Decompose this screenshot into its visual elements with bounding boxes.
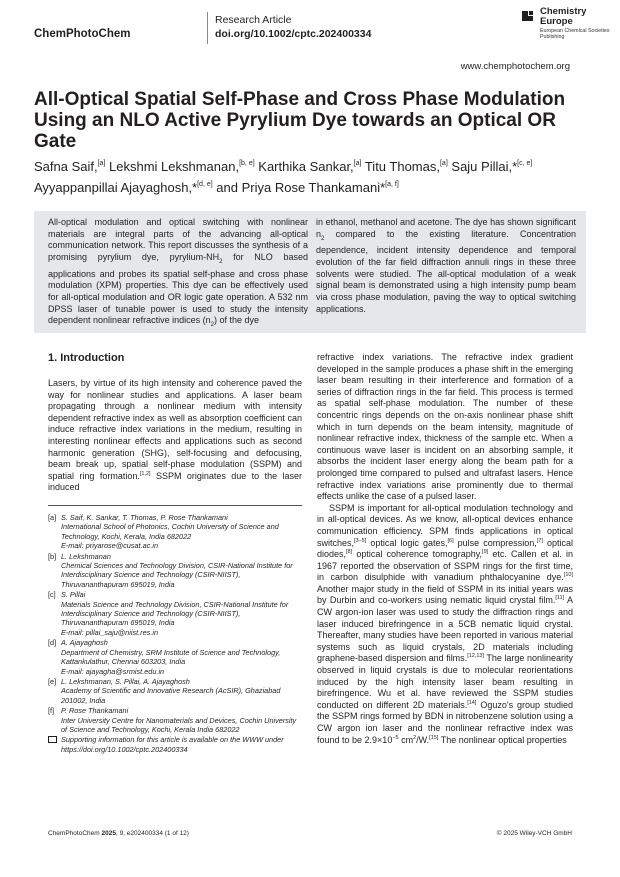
affiliation-line: S. Saif, K. Sankar, T. Thomas, P. Rose Thankamani	[61, 513, 228, 522]
citation-ref[interactable]: [15]	[429, 734, 439, 741]
page-header	[0, 0, 620, 50]
author-name: Karthika Sankar,	[254, 159, 354, 174]
exponent: 2	[413, 734, 417, 741]
citation-ref[interactable]: [7]	[536, 537, 543, 544]
author-name: Titu Thomas,	[361, 159, 440, 174]
affiliation-mark: [e]	[48, 676, 57, 686]
paragraph-text: etc. Callen et al. in 1967 reported the observation of SSPM rings for the first time, in carbon disulphide with vanadium phthalocyanine dye.	[317, 549, 574, 583]
footer-year: 2025	[101, 830, 116, 837]
author-affiliation: [d, e]	[197, 181, 213, 188]
paragraph-text: The nonlinear optical properties	[438, 734, 567, 745]
abstract-text: ) of the dye	[213, 315, 259, 326]
paragraph-text: optical logic gates,	[366, 537, 448, 548]
paragraph	[317, 503, 573, 746]
paragraph-text: optical coherence tomography,	[352, 549, 483, 560]
author-affiliation: [b, e]	[239, 160, 255, 167]
paragraph-text: SSPM originates due to the laser induced	[48, 470, 302, 493]
author-name: and Priya Rose Thankamani*	[212, 180, 386, 195]
author-affiliation: [a]	[97, 160, 106, 167]
citation-ref[interactable]: [14]	[467, 699, 477, 706]
affiliation-mark: [b]	[48, 551, 57, 561]
section-heading-introduction: 1. Introduction	[48, 352, 125, 364]
abstract-subscript: 2	[219, 258, 223, 265]
journal-name: ChemPhotoChem	[34, 28, 131, 40]
citation-ref[interactable]: [9]	[482, 549, 489, 556]
abstract-subscript: 2	[321, 235, 325, 242]
paragraph-text: cm	[398, 734, 414, 745]
publisher-subtitle: European Chemical Societies Publishing	[540, 28, 610, 40]
footer-journal: ChemPhotoChem	[48, 830, 102, 837]
supporting-information-note[interactable]	[48, 735, 304, 754]
author-affiliation: [a, f]	[385, 181, 399, 188]
paragraph: refractive index variations. The refractive index gradient developed in the sample produces a phase shift in the emerging laser beam resulting in their interference and formation of a series of diffraction rings in the far field. This process is termed as spatial self-phase modulation. The number of these concentric rings depends on the on-axis nonlinear phase shift which in turn depends on the beam intensity, magnitude of nonlinear refractive index, thickness of the sample etc. When a continuous wave laser is incident on an absorbing sample, it absorbs the incident laser energy along the beam path for a prolonged time compared to pulsed and ultrafast lasers. Hence refractive index variations arise prominently due to thermal effects unlike the case of a pulsed laser.	[317, 352, 573, 502]
author-affiliation: [c, e]	[517, 160, 533, 167]
footer-citation	[48, 830, 189, 837]
affiliation-email[interactable]: E-mail: pillai_saju@niist.res.in	[61, 627, 159, 637]
abstract-text: in ethanol, methanol and acetone. The dye has shown significant n	[316, 217, 576, 239]
citation-ref[interactable]: [1,2]	[139, 470, 151, 477]
paragraph-text: /W.	[416, 734, 430, 745]
paragraph-text: Oguzo's group studied the SSPM rings formed by BDN in nitrobenzene solution using a CW argon ion laser and the nonlinear refractive index was found to be 2.9×10	[317, 699, 573, 745]
abstract-text: All-optical modulation and optical switching with nonlinear materials are integral parts of the advancing all-optical communication network. This report discusses the synthesis of a promising pyrylium dye, pyrylium-NH	[48, 217, 308, 263]
affiliation	[48, 513, 304, 551]
author-name: Lekshmi Lekshmanan,	[105, 159, 240, 174]
citation-ref[interactable]: [8]	[346, 549, 353, 556]
affiliation	[48, 638, 304, 676]
footer-page: , 9, e202400334 (1 of 12)	[115, 830, 189, 837]
affiliation-line: L. Lekshmanan, S. Pillai, A. Ajayaghosh	[61, 676, 190, 686]
paragraph-text: The large nonlinearity observed in liquid crystals is due to molecular reorientations induced by the high intensity laser beam resulting in birefringence. Wu et al. have reviewed the SSPM studies conducted on different 2D materials.	[317, 653, 573, 710]
author-name: Safna Saif,	[34, 159, 98, 174]
affiliation-email[interactable]: E-mail: ajayagha@srmist.edu.in	[61, 666, 165, 676]
citation-ref[interactable]: [12,13]	[467, 653, 485, 660]
article-title: All-Optical Spatial Self-Phase and Cross Phase Modulation Using an NLO Active Pyrylium Dye towards an Optical OR Gate	[34, 89, 566, 152]
abstract-box	[34, 211, 586, 333]
affiliation-list	[48, 513, 304, 754]
author-affiliation: [a]	[439, 160, 448, 167]
paragraph-text: Another major study in the field of SSPM in its initial years was by Durbin and co-workers using nematic liquid crystal film.	[317, 583, 573, 606]
affiliation-email[interactable]: E-mail: priyarose@cusat.ac.in	[61, 541, 159, 551]
affiliation-line: Chemical Sciences and Technology Division, CSIR-National Institute for Interdisciplinary Science and Technology (CSIR-NIIST), Thiruvananthapuram 695019, India	[61, 561, 293, 589]
author-name: Saju Pillai,*	[447, 159, 518, 174]
affiliation	[48, 552, 304, 590]
citation-ref[interactable]: [11]	[555, 595, 565, 602]
footer-copyright: © 2025 Wiley-VCH GmbH	[496, 830, 572, 837]
author-name: Ayyappanpillai Ajayaghosh,*	[34, 180, 198, 195]
affiliation-mark: [a]	[48, 513, 57, 522]
body-left-column	[48, 378, 302, 494]
paragraph-text: A CW argon-ion laser was used to study the diffraction rings and laser induced birefringence in a 5CB nematic liquid crystal. Thereafter, many studies have been reported in various material systems such as liquid crystals, 2D materials including graphene-based dispersion and films.	[317, 595, 573, 664]
abstract-subscript: 2	[210, 322, 214, 329]
publisher-name: Chemistry Europe	[540, 6, 587, 27]
supporting-information-text: Supporting information for this article is available on the WWW under https://doi.org/10.1002/cptc.202400334	[61, 735, 284, 754]
affiliation-mark: [c]	[48, 590, 56, 600]
affiliation-line: Inter University Centre for Nanomaterials and Devices, Cochin University of Science and Technology, Kochi, Kerala India 682022	[61, 715, 297, 734]
chemistry-europe-logo-icon	[520, 8, 536, 24]
document-icon	[48, 736, 57, 743]
affiliation-line: S. Pillai	[61, 590, 86, 600]
abstract-text: compared to the existing literature. Concentration dependence, incident intensity dependence and temporal evolution of the far field diffraction annuli rings in these three solvents were studied. The all-optical modulation of a weak signal beam is demonstrated using a high intensity pump beam via cross phase modulation, paving the way to optical switching applications.	[316, 228, 576, 314]
affiliation	[48, 590, 304, 637]
affiliation-mark: [f]	[48, 706, 55, 716]
author-list	[34, 155, 594, 197]
affiliation-line: International School of Photonics, Cochin University of Science and Technology, Kochi, Kerala, India 682022	[61, 522, 279, 541]
article-type: Research Article	[215, 14, 292, 26]
affiliation	[48, 706, 304, 734]
abstract-right-column	[316, 217, 576, 315]
affiliation-line: L. Lekshmanan	[61, 551, 111, 561]
paragraph-text: optical diodes,	[317, 537, 573, 560]
paragraph	[48, 378, 302, 494]
abstract-text: for NLO based applications and probes its spatial self-phase and cross phase modulation (XPM) properties. This dye can be effectively used for all-optical modulation and OR logic gate operation. A 532 nm DPSS laser of tunable power is used to study the intensity dependent nonlinear refractive indices (n	[48, 252, 309, 326]
affiliation-line: P. Rose Thankamani	[61, 706, 129, 716]
affiliation-line: Department of Chemistry, SRM Institute of Science and Technology, Kattankulathur, Chennai 603203, India	[61, 647, 281, 667]
body-right-column	[317, 352, 573, 746]
paragraph-text: SSPM is important for all-optical modulation technology and in all-optical devices. As we know, all-optical devices enhance communication efficiency. SPM finds applications in optical switches,	[317, 502, 573, 548]
journal-website[interactable]: www.chemphotochem.org	[460, 61, 570, 72]
affiliation-line: Materials Science and Technology Division, CSIR-National Institute for Interdisciplinary Science and Technology (CSIR-NIIST), Thiruvananthapuram 695019, India	[61, 599, 289, 628]
doi-link[interactable]: doi.org/10.1002/cptc.202400334	[215, 28, 372, 40]
exponent: −5	[392, 734, 399, 741]
abstract-left-column	[48, 217, 308, 332]
citation-ref[interactable]: [10]	[563, 572, 573, 579]
author-affiliation: [a]	[353, 160, 362, 167]
header-divider	[207, 12, 208, 44]
paragraph-text: Lasers, by virtue of its high intensity and coherence paved the way for nonlinear studies and applications. A laser beam propagating through a nonlinear medium with intensity dependent refractive index as well as absorption coefficient can induce refractive index variations in the medium, resulting in interesting nonlinear effects and applications such as second harmonic generation (SHG), self-focusing and defocusing, beam break up, spatial self-phase modulation (SSPM) and spatial ring formation.	[48, 378, 302, 481]
paragraph-text: pulse compression,	[453, 537, 537, 548]
affiliation-divider	[48, 505, 302, 506]
citation-ref[interactable]: [3–5]	[354, 537, 367, 544]
affiliation-line: A. Ajayaghosh	[61, 638, 108, 648]
affiliation-mark: [d]	[48, 638, 57, 648]
affiliation-line: Academy of Scientific and Innovative Research (AcSIR), Ghaziabad 201002, India	[61, 686, 281, 705]
affiliation	[48, 677, 304, 705]
citation-ref[interactable]: [6]	[447, 537, 454, 544]
